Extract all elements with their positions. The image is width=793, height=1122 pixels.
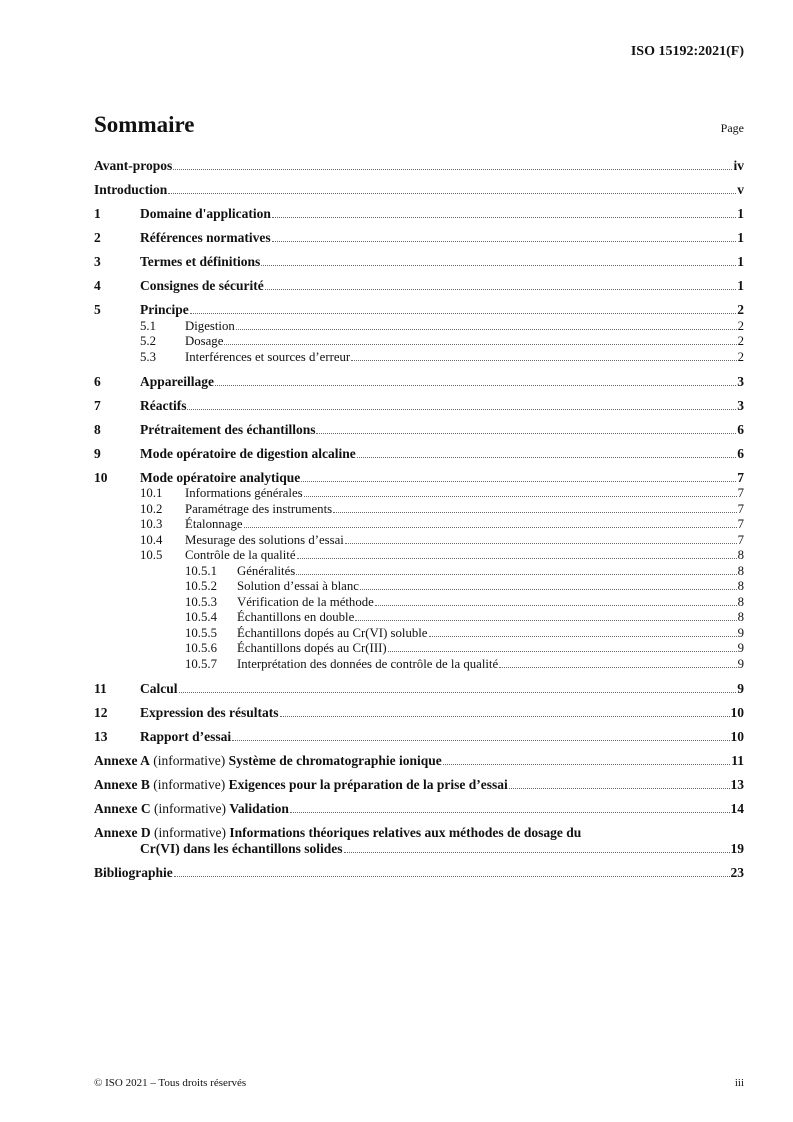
section-title: Principe: [140, 302, 189, 317]
section-title: Dosage: [185, 334, 224, 348]
page-column-label: Page: [720, 121, 744, 135]
page-number: 7: [737, 532, 744, 547]
toc-entry[interactable]: [94, 625, 744, 641]
section-number: 10.5.5: [185, 625, 217, 640]
toc-entry[interactable]: [94, 793, 744, 817]
section-number: 3: [94, 254, 101, 269]
page-number: 7: [737, 517, 744, 531]
page-number: 8: [737, 610, 744, 624]
section-title: Digestion: [185, 318, 235, 333]
page-number: 7: [737, 469, 744, 485]
section-number: 4: [94, 278, 101, 293]
section-title: Consignes de sécurité: [140, 278, 264, 293]
annex-title: Exigences pour la préparation de la prise d’essai: [228, 776, 508, 792]
dot-leader: [355, 620, 736, 621]
section-title: Termes et définitions: [140, 254, 261, 269]
toc-entry[interactable]: [94, 769, 744, 793]
page-number: 1: [737, 230, 744, 245]
annex-label: Annexe B: [94, 776, 150, 792]
page-number: 8: [737, 563, 744, 578]
dot-leader: [351, 360, 736, 361]
page-number: 2: [737, 302, 744, 317]
section-number: 1: [94, 206, 101, 221]
page-number: 2: [737, 349, 744, 364]
section-title: Échantillons dopés au Cr(III): [237, 641, 387, 655]
toc-entry[interactable]: [94, 501, 744, 517]
section-number: 10.5: [140, 548, 163, 562]
section-title: Interférences et sources d’erreur: [185, 349, 351, 364]
section-number: 5.3: [140, 349, 156, 364]
toc-entry[interactable]: [94, 656, 744, 672]
table-of-contents: [94, 150, 744, 881]
page-number: 9: [737, 680, 744, 696]
toc-entry[interactable]: [94, 462, 744, 486]
page-number: 10: [730, 704, 744, 720]
section-number: 5.2: [140, 334, 156, 348]
dot-leader: [499, 667, 736, 668]
dot-leader: [280, 716, 730, 717]
toc-entry[interactable]: [94, 366, 744, 390]
toc-entry[interactable]: [94, 246, 744, 270]
annex-title: Système de chromatographie ionique: [228, 752, 442, 768]
dot-leader: [509, 788, 730, 789]
toc-entry[interactable]: [94, 579, 744, 595]
page-number: 10: [730, 728, 744, 744]
page-number: 1: [737, 206, 744, 221]
page-number: 9: [737, 641, 744, 655]
section-title: Mode opératoire analytique: [140, 469, 301, 485]
section-number: 5: [94, 302, 101, 317]
section-title: Paramétrage des instruments: [185, 501, 333, 516]
toc-entry[interactable]: [94, 390, 744, 414]
dot-leader: [297, 558, 737, 559]
page-number: iv: [733, 158, 744, 173]
section-number: 10.5.1: [185, 563, 217, 578]
page-number: 1: [737, 254, 744, 269]
page-number: 8: [737, 579, 744, 593]
page-title: Sommaire: [94, 112, 195, 137]
toc-entry[interactable]: [94, 548, 744, 564]
dot-leader: [316, 433, 736, 434]
section-number: 10: [94, 469, 108, 485]
annex-label: Annexe C: [94, 800, 151, 816]
toc-entry[interactable]: [94, 641, 744, 657]
section-number: 7: [94, 397, 101, 413]
section-title: Mode opératoire de digestion alcaline: [140, 445, 356, 461]
section-title: Références normatives: [140, 230, 271, 245]
toc-entry[interactable]: [94, 745, 744, 769]
section-title: Échantillons en double: [237, 610, 355, 624]
dot-leader: [344, 852, 730, 853]
section-number: 10.3: [140, 517, 163, 531]
dot-leader: [296, 574, 736, 575]
dot-leader: [333, 512, 736, 513]
toc-entry[interactable]: [94, 817, 744, 841]
section-title: Mesurage des solutions d’essai: [185, 532, 344, 547]
page-number: 3: [737, 397, 744, 413]
section-title: Rapport d’essai: [140, 728, 232, 744]
section-number: 10.5.3: [185, 594, 217, 609]
section-title: Expression des résultats: [140, 704, 279, 720]
section-number: 13: [94, 728, 108, 744]
dot-leader: [304, 496, 737, 497]
annex-type: (informative): [153, 752, 226, 768]
dot-leader: [272, 217, 736, 218]
page-number: 1: [737, 278, 744, 293]
dot-leader: [232, 740, 729, 741]
dot-leader: [388, 651, 737, 652]
dot-leader: [290, 812, 730, 813]
section-number: 10.1: [140, 486, 163, 500]
section-title: Interprétation des données de contrôle de la qualité: [237, 656, 499, 671]
dot-leader: [375, 605, 737, 606]
section-number: 12: [94, 704, 108, 720]
section-title: Contrôle de la qualité: [185, 548, 296, 562]
dot-leader: [174, 876, 730, 877]
section-title: Appareillage: [140, 373, 214, 389]
dot-leader: [244, 527, 737, 528]
section-number: 10.5.6: [185, 641, 217, 655]
dot-leader: [179, 692, 737, 693]
page-number: 13: [730, 776, 744, 792]
dot-leader: [215, 385, 736, 386]
toc-entry[interactable]: [94, 721, 744, 745]
annex-title: Informations théoriques relatives aux méthodes de dosage du: [229, 824, 582, 840]
toc-entry[interactable]: [94, 198, 744, 222]
dot-leader: [168, 193, 736, 194]
section-number: 10.4: [140, 532, 163, 547]
section-title: Informations générales: [185, 486, 303, 500]
section-title: Solution d’essai à blanc: [237, 579, 359, 593]
toc-entry[interactable]: [94, 174, 744, 198]
section-title: Prétraitement des échantillons: [140, 421, 316, 437]
toc-entry[interactable]: [94, 222, 744, 246]
toc-entry[interactable]: [94, 438, 744, 462]
section-title: Bibliographie: [94, 864, 173, 880]
dot-leader: [190, 313, 737, 314]
section-title: Domaine d'application: [140, 206, 271, 221]
section-number: 8: [94, 421, 101, 437]
toc-entry-continuation[interactable]: [94, 841, 744, 857]
annex-title-continued: Cr(VI) dans les échantillons solides: [140, 840, 343, 856]
toc-entry[interactable]: [94, 334, 744, 350]
page-number: 9: [737, 625, 744, 640]
dot-leader: [272, 241, 737, 242]
dot-leader: [357, 457, 737, 458]
page-number: 14: [730, 800, 744, 816]
section-number: 5.1: [140, 318, 156, 333]
dot-leader: [261, 265, 736, 266]
document-id: ISO 15192:2021(F): [630, 44, 744, 59]
toc-entry[interactable]: [94, 414, 744, 438]
section-number: 9: [94, 445, 101, 461]
toc-entry[interactable]: [94, 294, 744, 318]
dot-leader: [360, 589, 737, 590]
section-number: 10.2: [140, 501, 163, 516]
dot-leader: [224, 344, 736, 345]
toc-entry[interactable]: [94, 673, 744, 697]
page-number: 23: [730, 864, 744, 880]
page-number: 2: [737, 318, 744, 333]
page-number: 7: [737, 501, 744, 516]
page-number: 7: [737, 486, 744, 500]
dot-leader: [443, 764, 730, 765]
toc-entry[interactable]: [94, 150, 744, 174]
toc-entry[interactable]: [94, 349, 744, 365]
dot-leader: [265, 289, 737, 290]
annex-type: (informative): [153, 776, 226, 792]
section-number: 10.5.7: [185, 656, 217, 671]
annex-type: (informative): [154, 824, 226, 840]
toc-entry[interactable]: [94, 517, 744, 533]
section-title: Calcul: [140, 680, 178, 696]
dot-leader: [173, 169, 732, 170]
page-number: 11: [731, 752, 744, 768]
page-number: 9: [737, 656, 744, 671]
dot-leader: [187, 409, 736, 410]
toc-entry[interactable]: [94, 857, 744, 881]
toc-entry[interactable]: [94, 270, 744, 294]
section-number: 10.5.4: [185, 610, 217, 624]
page-number: 8: [737, 594, 744, 609]
footer-copyright: © ISO 2021 – Tous droits réservés: [94, 1077, 247, 1089]
dot-leader: [301, 481, 736, 482]
section-title: Avant-propos: [94, 158, 173, 173]
section-title: Étalonnage: [185, 517, 243, 531]
footer-page-number: iii: [734, 1077, 744, 1089]
section-number: 6: [94, 373, 101, 389]
section-title: Généralités: [237, 563, 296, 578]
page-number: 6: [737, 445, 744, 461]
section-title: Échantillons dopés au Cr(VI) soluble: [237, 625, 428, 640]
section-number: 11: [94, 680, 107, 696]
toc-entry[interactable]: [94, 594, 744, 610]
dot-leader: [345, 543, 737, 544]
dot-leader: [236, 329, 737, 330]
dot-leader: [429, 636, 737, 637]
page-number: 19: [730, 840, 744, 856]
toc-entry[interactable]: [94, 697, 744, 721]
section-number: 10.5.2: [185, 579, 217, 593]
toc-entry[interactable]: [94, 532, 744, 548]
toc-entry[interactable]: [94, 563, 744, 579]
section-title: Vérification de la méthode: [237, 594, 374, 609]
page-number: 6: [737, 421, 744, 437]
page-number: 8: [737, 548, 744, 562]
page-number: 3: [737, 373, 744, 389]
toc-entry[interactable]: [94, 610, 744, 626]
section-number: 2: [94, 230, 101, 245]
page-number: v: [737, 182, 744, 197]
annex-title: Validation: [229, 800, 289, 816]
annex-label: Annexe D: [94, 824, 151, 840]
page-number: 2: [737, 334, 744, 348]
section-title: Introduction: [94, 182, 168, 197]
annex-label: Annexe A: [94, 752, 150, 768]
toc-entry[interactable]: [94, 318, 744, 334]
section-title: Réactifs: [140, 397, 187, 413]
toc-entry[interactable]: [94, 486, 744, 502]
annex-type: (informative): [154, 800, 226, 816]
